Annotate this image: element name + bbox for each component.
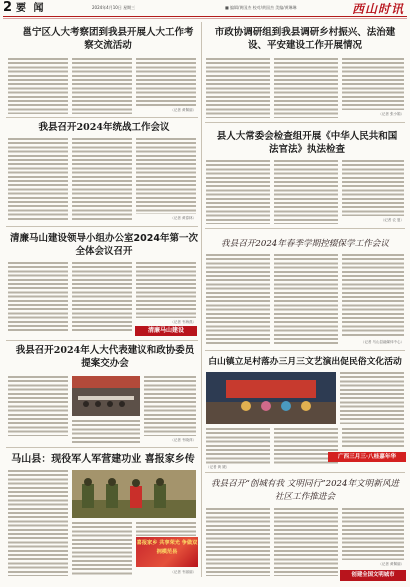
byline-a4: （记者 农 夏） bbox=[380, 218, 404, 222]
body-text bbox=[8, 262, 68, 332]
column-divider bbox=[201, 22, 202, 577]
headline-a4: 县人大常委会检查组开展《中华人民共和国法官法》执法检查 bbox=[216, 131, 398, 155]
article-divider bbox=[205, 228, 405, 229]
festival-photo bbox=[206, 372, 336, 424]
header-rule-thin bbox=[3, 18, 407, 19]
body-text bbox=[206, 160, 270, 224]
byline-a6: （记者 马山县融媒体中心） bbox=[360, 340, 404, 344]
article-divider bbox=[205, 472, 405, 473]
body-text bbox=[136, 262, 196, 318]
headline-a1: 邕宁区人大考察团到我县开展人大工作考察交流活动 bbox=[22, 27, 194, 51]
headline-a9: 马山县：现役军人军营建功业 喜报家乡传 bbox=[11, 454, 195, 465]
body-text bbox=[72, 58, 132, 114]
body-text bbox=[136, 522, 196, 536]
article-divider bbox=[205, 122, 405, 123]
headline-a6: 我县召开2024年春季学期控辍保学工作会议 bbox=[221, 239, 389, 249]
byline-a1: （记者 黄佩丽） bbox=[170, 108, 196, 112]
body-text bbox=[342, 58, 404, 110]
byline-a9: （记者 韦丽丽） bbox=[170, 570, 196, 574]
column-tag-festival: 广西三月三·八桂嘉年华 bbox=[328, 452, 406, 462]
column-tag-clean: 清廉马山建设 bbox=[135, 326, 197, 336]
body-text bbox=[8, 58, 68, 114]
headline-a10: 我县召开“创城有我 文明同行”2024年文明新风进社区工作推进会 bbox=[210, 479, 400, 502]
editor-credits: ■ 编辑/黄国杰 校对/黄国杰 美编/黄琳琳 bbox=[225, 5, 297, 10]
article-divider bbox=[6, 447, 198, 448]
article-divider bbox=[6, 340, 198, 341]
section-title: 要 闻 bbox=[16, 3, 46, 14]
body-text bbox=[274, 160, 338, 224]
body-text bbox=[8, 376, 68, 436]
meeting-photo bbox=[72, 376, 140, 416]
body-text bbox=[136, 138, 196, 214]
body-text bbox=[206, 428, 270, 464]
body-text bbox=[144, 376, 196, 436]
masthead-logo: 西山时讯 bbox=[352, 2, 405, 16]
header-rule bbox=[3, 16, 407, 17]
body-text bbox=[136, 58, 196, 106]
body-text bbox=[274, 508, 338, 576]
body-text bbox=[342, 508, 404, 560]
headline-a7: 我县召开2024年人大代表建议和政协委员提案交办会 bbox=[15, 345, 195, 369]
body-text bbox=[342, 428, 404, 448]
headline-a2: 市政协调研组到我县调研乡村振兴、法治建设、平安建设工作开展情况 bbox=[214, 27, 396, 51]
body-text bbox=[342, 160, 404, 216]
issue-date: 2024年4月10日 星期三 bbox=[92, 5, 136, 10]
byline-a5: （记者 韦海燕） bbox=[170, 320, 196, 324]
byline-a2: （记者 张小娟） bbox=[378, 112, 404, 116]
body-text bbox=[206, 58, 270, 118]
byline-a7: （记者 韦晓萍） bbox=[170, 438, 196, 442]
body-text bbox=[274, 254, 338, 346]
byline-a10: （记者 黄佩丽） bbox=[378, 562, 404, 566]
body-text bbox=[72, 522, 132, 576]
headline-a8: 白山镇立足村落办三月三文艺演出促民俗文化活动 bbox=[208, 357, 402, 367]
body-text bbox=[206, 508, 270, 576]
page-number: 2 bbox=[3, 0, 13, 15]
article-divider bbox=[205, 350, 405, 351]
byline-a8: （记者 黄 媛） bbox=[206, 465, 230, 469]
headline-a3: 我县召开2024年统战工作会议 bbox=[38, 122, 170, 133]
headline-a5: 清廉马山建设领导小组办公室2024年第一次全体会议召开 bbox=[10, 233, 198, 257]
article-divider bbox=[6, 226, 198, 227]
body-text bbox=[72, 262, 132, 332]
double-support-poster: 喜报家乡 共享荣光 争做双拥模范县 bbox=[136, 537, 198, 567]
soldier-photo bbox=[72, 470, 196, 518]
body-text bbox=[340, 372, 404, 424]
body-text bbox=[342, 254, 404, 338]
body-text bbox=[72, 420, 140, 444]
column-tag-civilized-city: 创建全国文明城市 bbox=[340, 570, 406, 581]
body-text bbox=[274, 58, 338, 118]
byline-a3: （记者 黄春林） bbox=[170, 216, 196, 220]
body-text bbox=[206, 254, 270, 346]
body-text bbox=[72, 138, 132, 222]
body-text bbox=[8, 138, 68, 222]
article-divider bbox=[6, 117, 198, 118]
body-text bbox=[8, 470, 68, 576]
